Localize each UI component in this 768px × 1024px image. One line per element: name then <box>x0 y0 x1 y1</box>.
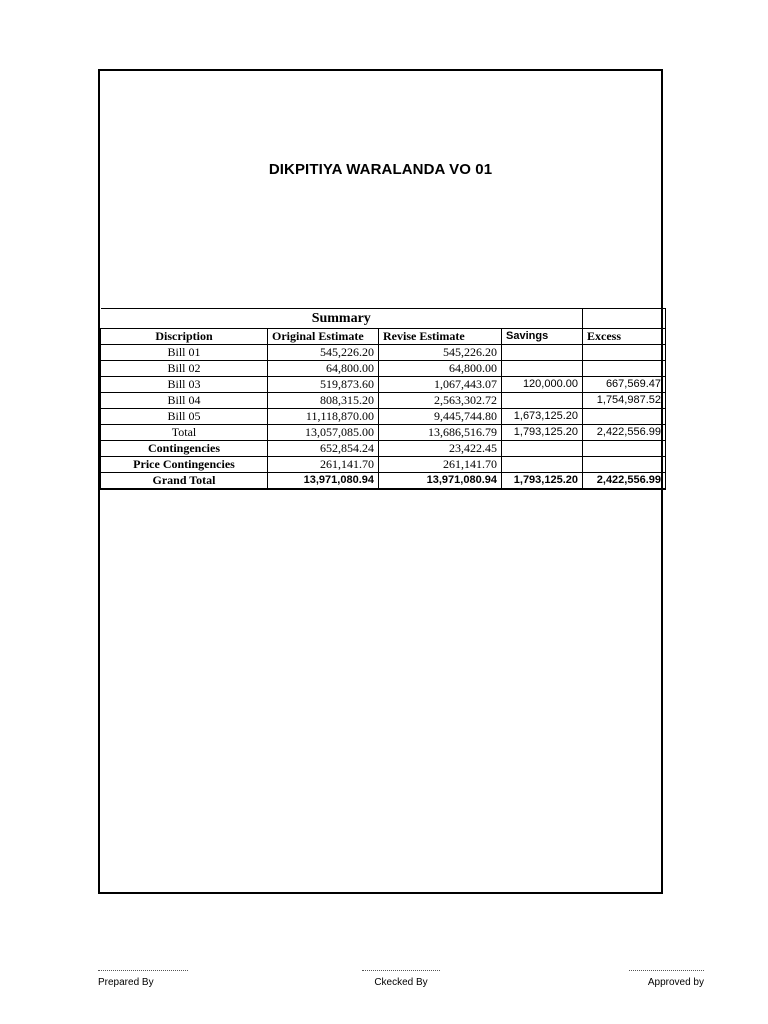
row-revise: 1,067,443.07 <box>379 377 502 393</box>
table-row <box>101 377 666 393</box>
price-contingencies-row <box>101 457 666 473</box>
summary-table <box>100 308 666 490</box>
row-savings <box>502 393 583 409</box>
checked-by-signature <box>362 970 440 988</box>
row-excess <box>583 345 666 361</box>
grand-total-row <box>101 473 666 490</box>
row-original: 808,315.20 <box>268 393 379 409</box>
row-revise: 2,563,302.72 <box>379 393 502 409</box>
table-row <box>101 345 666 361</box>
table-row <box>101 393 666 409</box>
document-title: DIKPITIYA WARALANDA VO 01 <box>268 161 493 178</box>
header-description: Discription <box>101 329 268 345</box>
summary-title: Summary <box>101 309 583 329</box>
price-contingencies-original: 261,141.70 <box>268 457 379 473</box>
row-original: 545,226.20 <box>268 345 379 361</box>
row-revise: 64,800.00 <box>379 361 502 377</box>
row-description: Bill 04 <box>101 393 268 409</box>
price-contingencies-excess <box>583 457 666 473</box>
contingencies-savings <box>502 441 583 457</box>
row-excess: 1,754,987.52 <box>583 393 666 409</box>
total-row <box>101 425 666 441</box>
approved-by-signature <box>629 970 704 988</box>
price-contingencies-savings <box>502 457 583 473</box>
signature-line <box>362 970 440 971</box>
row-excess <box>583 409 666 425</box>
total-excess: 2,422,556.99 <box>583 425 666 441</box>
total-description: Total <box>101 425 268 441</box>
approved-by-label: Approved by <box>647 977 704 988</box>
total-original: 13,057,085.00 <box>268 425 379 441</box>
row-description: Bill 02 <box>101 361 268 377</box>
row-savings: 120,000.00 <box>502 377 583 393</box>
summary-title-row <box>101 309 666 329</box>
row-excess <box>583 361 666 377</box>
header-excess: Excess <box>583 329 666 345</box>
price-contingencies-description: Price Contingencies <box>101 457 268 473</box>
contingencies-excess <box>583 441 666 457</box>
row-description: Bill 03 <box>101 377 268 393</box>
header-savings: Savings <box>502 329 583 345</box>
header-row <box>101 329 666 345</box>
contingencies-description: Contingencies <box>101 441 268 457</box>
prepared-by-label: Prepared By <box>98 977 154 988</box>
table-row <box>101 409 666 425</box>
total-savings: 1,793,125.20 <box>502 425 583 441</box>
contingencies-original: 652,854.24 <box>268 441 379 457</box>
contingencies-revise: 23,422.45 <box>379 441 502 457</box>
row-original: 519,873.60 <box>268 377 379 393</box>
header-original-estimate: Original Estimate <box>268 329 379 345</box>
row-revise: 545,226.20 <box>379 345 502 361</box>
signature-line <box>629 970 704 971</box>
document-sheet <box>98 69 663 894</box>
grand-total-revise: 13,971,080.94 <box>379 473 502 490</box>
grand-total-original: 13,971,080.94 <box>268 473 379 490</box>
row-revise: 9,445,744.80 <box>379 409 502 425</box>
prepared-by-signature <box>98 970 188 988</box>
checked-by-label: Ckecked By <box>374 977 428 988</box>
row-savings <box>502 361 583 377</box>
header-revise-estimate: Revise Estimate <box>379 329 502 345</box>
row-original: 11,118,870.00 <box>268 409 379 425</box>
grand-total-description: Grand Total <box>101 473 268 490</box>
price-contingencies-revise: 261,141.70 <box>379 457 502 473</box>
row-original: 64,800.00 <box>268 361 379 377</box>
table-row <box>101 361 666 377</box>
row-description: Bill 01 <box>101 345 268 361</box>
row-savings <box>502 345 583 361</box>
grand-total-excess: 2,422,556.99 <box>583 473 666 490</box>
grand-total-savings: 1,793,125.20 <box>502 473 583 490</box>
row-savings: 1,673,125.20 <box>502 409 583 425</box>
contingencies-row <box>101 441 666 457</box>
row-description: Bill 05 <box>101 409 268 425</box>
total-revise: 13,686,516.79 <box>379 425 502 441</box>
signature-line <box>98 970 188 971</box>
summary-title-blank <box>583 309 666 329</box>
row-excess: 667,569.47 <box>583 377 666 393</box>
